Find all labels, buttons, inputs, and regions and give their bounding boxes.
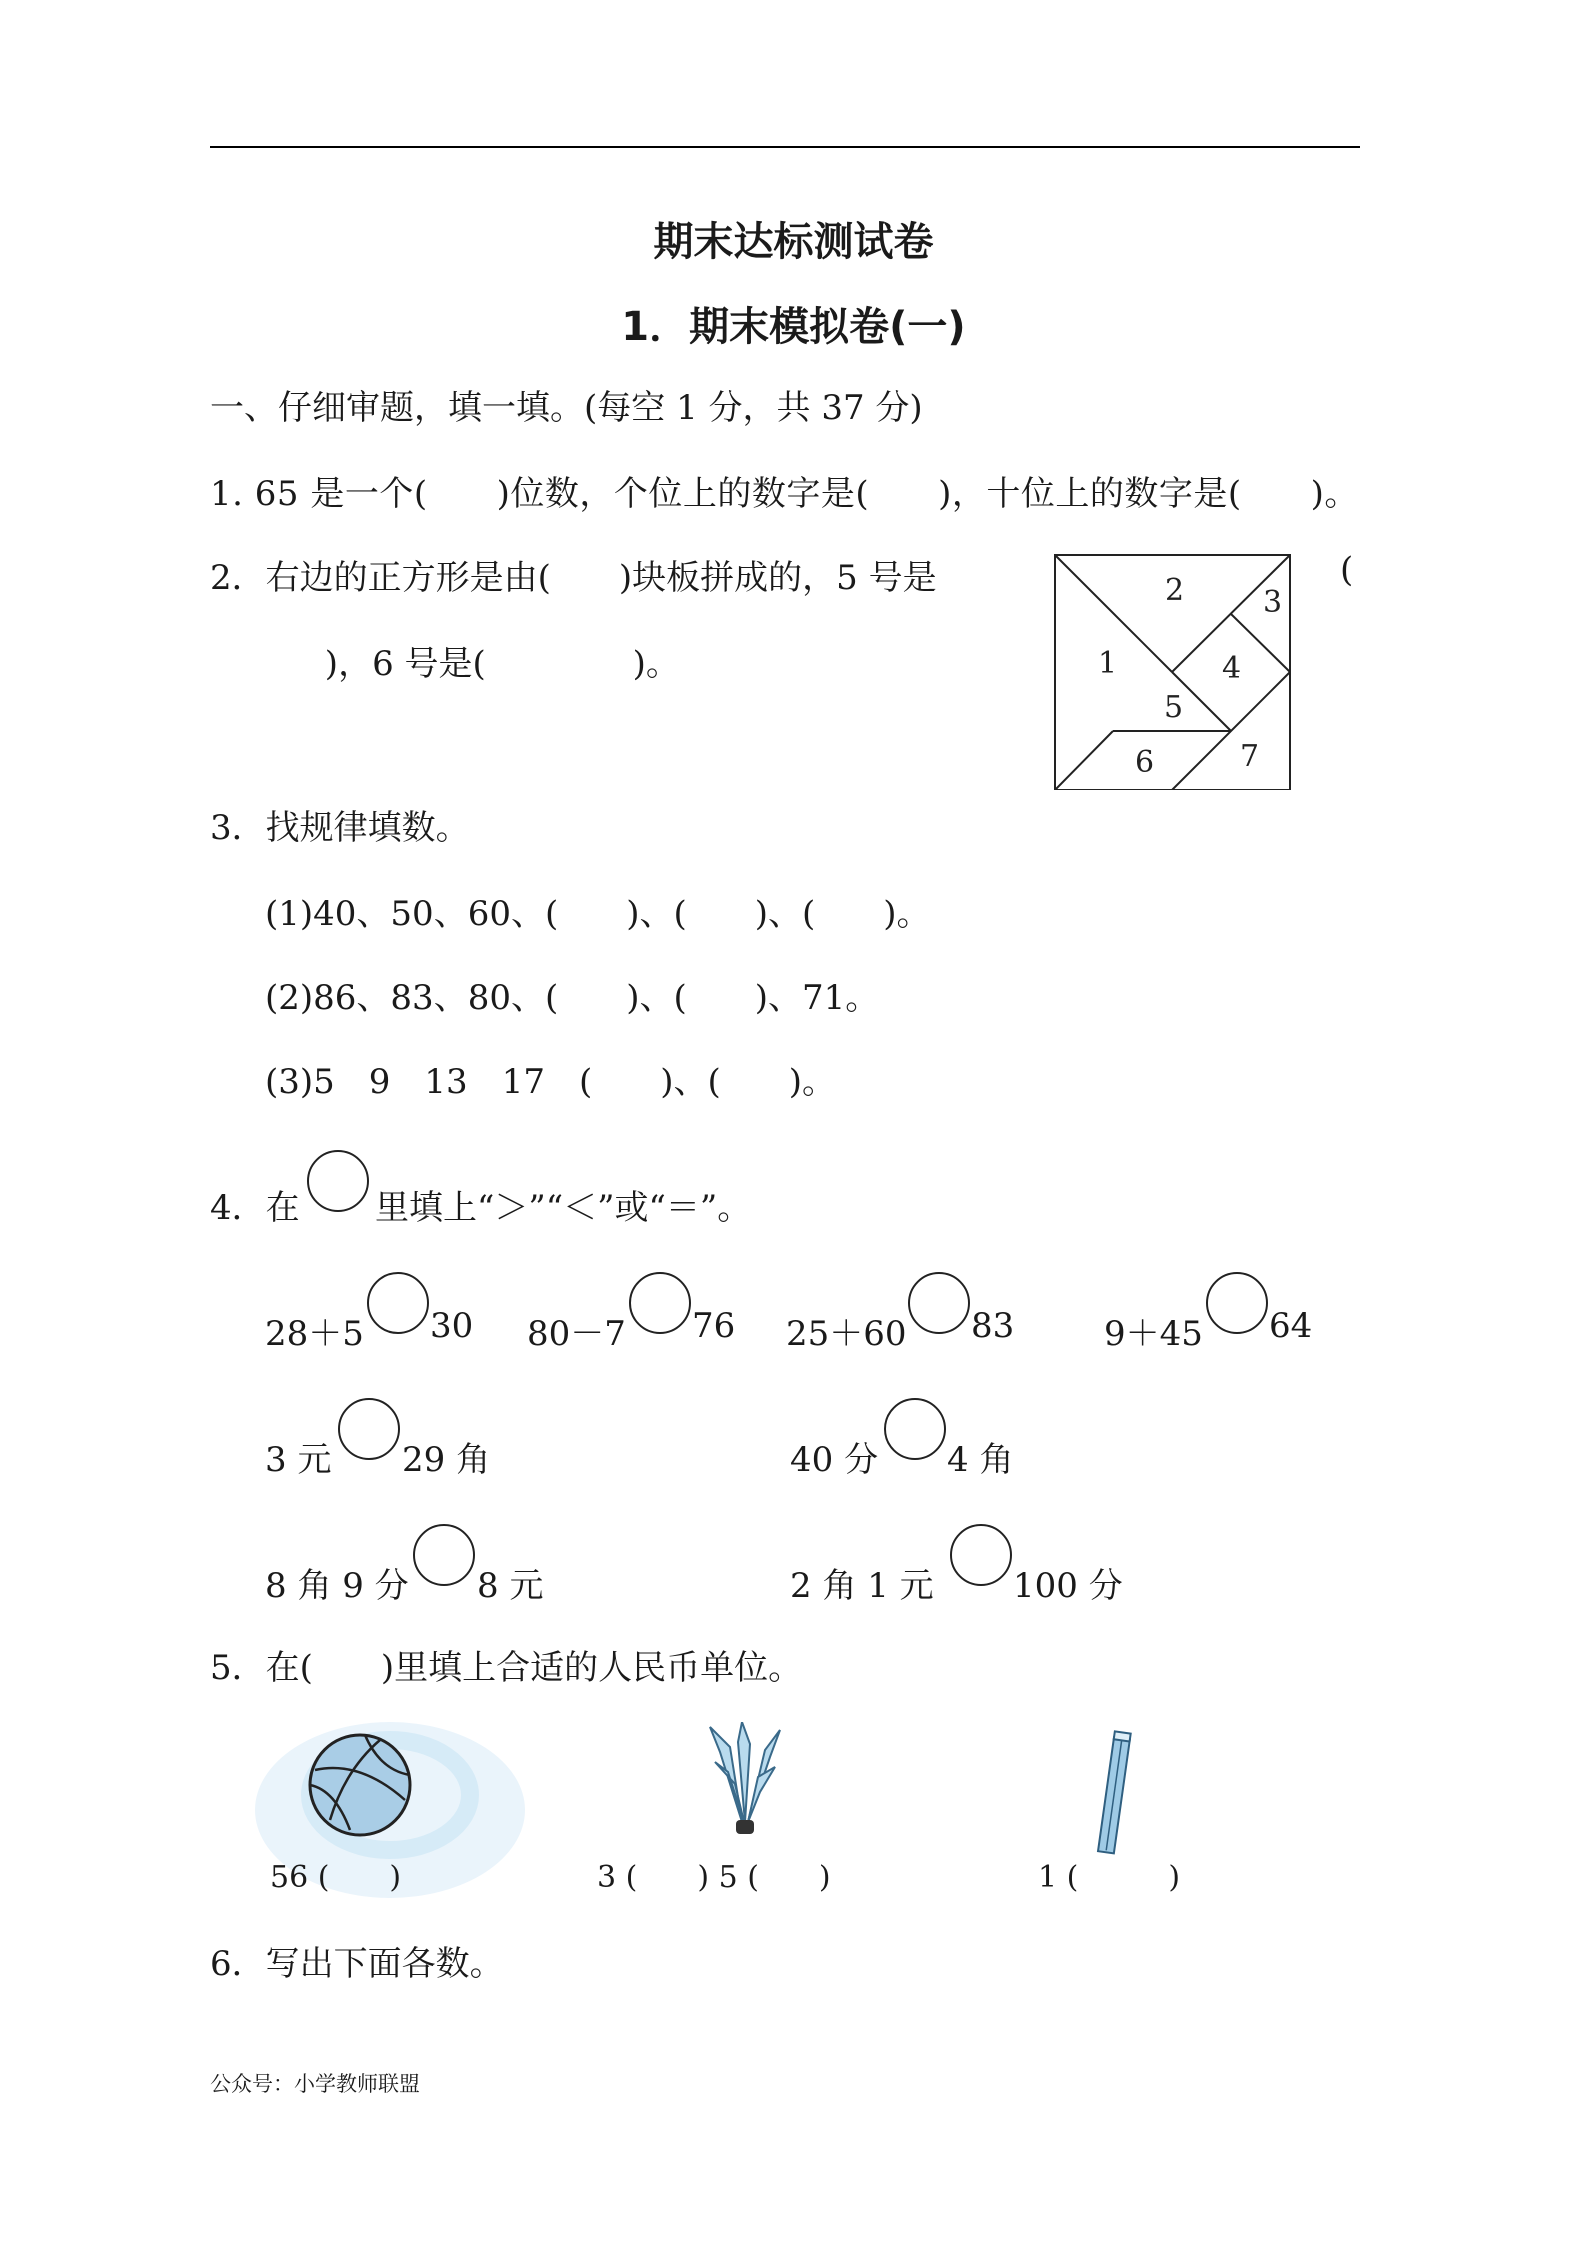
compare-right: 76 bbox=[692, 1306, 736, 1346]
page-subtitle: 1．期末模拟卷(一) bbox=[621, 304, 966, 350]
compare-left: 25＋60 bbox=[786, 1314, 907, 1354]
compare-right: 100 分 bbox=[1013, 1566, 1123, 1606]
tangram-label-6: 6 bbox=[1135, 745, 1155, 780]
compare-circle-input[interactable] bbox=[1206, 1272, 1268, 1334]
page-title: 期末达标测试卷 bbox=[653, 219, 934, 265]
question-3-heading: 3．找规律填数。 bbox=[210, 808, 470, 848]
compare-left: 2 角 1 元 bbox=[790, 1566, 934, 1606]
tangram-label-2: 2 bbox=[1165, 573, 1185, 608]
money-label: 3 ( ) 5 ( ) bbox=[597, 1860, 831, 1895]
header-rule bbox=[210, 146, 1360, 148]
compare-left: 3 元 bbox=[265, 1440, 332, 1480]
question-6-heading: 6．写出下面各数。 bbox=[210, 1944, 504, 1984]
compare-right: 30 bbox=[430, 1306, 474, 1346]
compare-circle-input[interactable] bbox=[950, 1524, 1012, 1586]
question-2-line1: 2．右边的正方形是由( )块板拼成的，5 号是 bbox=[210, 558, 937, 598]
compare-right: 4 角 bbox=[947, 1440, 1014, 1480]
section-heading: 一、仔细审题，填一填。(每空 1 分，共 37 分) bbox=[210, 388, 923, 428]
compare-right: 8 元 bbox=[477, 1566, 544, 1606]
blank-circle-example bbox=[307, 1150, 369, 1212]
compare-right: 83 bbox=[971, 1306, 1015, 1346]
compare-left: 40 分 bbox=[790, 1440, 879, 1480]
compare-left: 9＋45 bbox=[1104, 1314, 1203, 1354]
compare-circle-input[interactable] bbox=[629, 1272, 691, 1334]
compare-left: 28＋5 bbox=[265, 1314, 364, 1354]
question-3-item-1: (1)40、50、60、( )、( )、( )。 bbox=[265, 894, 931, 934]
tangram-label-3: 3 bbox=[1263, 585, 1283, 620]
tangram-label-1: 1 bbox=[1098, 646, 1118, 681]
question-2-paren: ( bbox=[1340, 550, 1354, 590]
question-2-line2: )，6 号是( )。 bbox=[280, 644, 680, 684]
question-4-heading-post: 里填上“＞”“＜”或“＝”。 bbox=[375, 1188, 752, 1228]
tangram-figure bbox=[1050, 550, 1295, 790]
compare-right: 29 角 bbox=[402, 1440, 491, 1480]
footer-text: 公众号：小学教师联盟 bbox=[210, 2072, 420, 2096]
compare-left: 8 角 9 分 bbox=[265, 1566, 409, 1606]
question-5-heading: 5．在( )里填上合适的人民币单位。 bbox=[210, 1648, 803, 1688]
tangram-label-5: 5 bbox=[1164, 690, 1184, 725]
question-3-item-2: (2)86、83、80、( )、( )、71。 bbox=[265, 978, 880, 1018]
compare-circle-input[interactable] bbox=[884, 1398, 946, 1460]
compare-left: 80－7 bbox=[527, 1314, 626, 1354]
shuttlecock-icon bbox=[700, 1722, 790, 1842]
question-3-item-3: (3)5 9 13 17 ( )、( )。 bbox=[265, 1062, 837, 1102]
compare-circle-input[interactable] bbox=[367, 1272, 429, 1334]
compare-circle-input[interactable] bbox=[413, 1524, 475, 1586]
pencil-icon bbox=[1090, 1730, 1140, 1860]
compare-circle-input[interactable] bbox=[908, 1272, 970, 1334]
money-label: 1 ( ) bbox=[1038, 1860, 1181, 1895]
tangram-label-4: 4 bbox=[1222, 651, 1242, 686]
basketball-icon bbox=[305, 1730, 415, 1840]
compare-circle-input[interactable] bbox=[338, 1398, 400, 1460]
tangram-label-7: 7 bbox=[1240, 739, 1260, 774]
compare-right: 64 bbox=[1269, 1306, 1313, 1346]
question-4-heading-pre: 4．在 bbox=[210, 1188, 300, 1228]
money-label: 56 ( ) bbox=[270, 1860, 402, 1895]
question-1: 1. 65 是一个( )位数，个位上的数字是( )，十位上的数字是( )。 bbox=[210, 474, 1359, 514]
